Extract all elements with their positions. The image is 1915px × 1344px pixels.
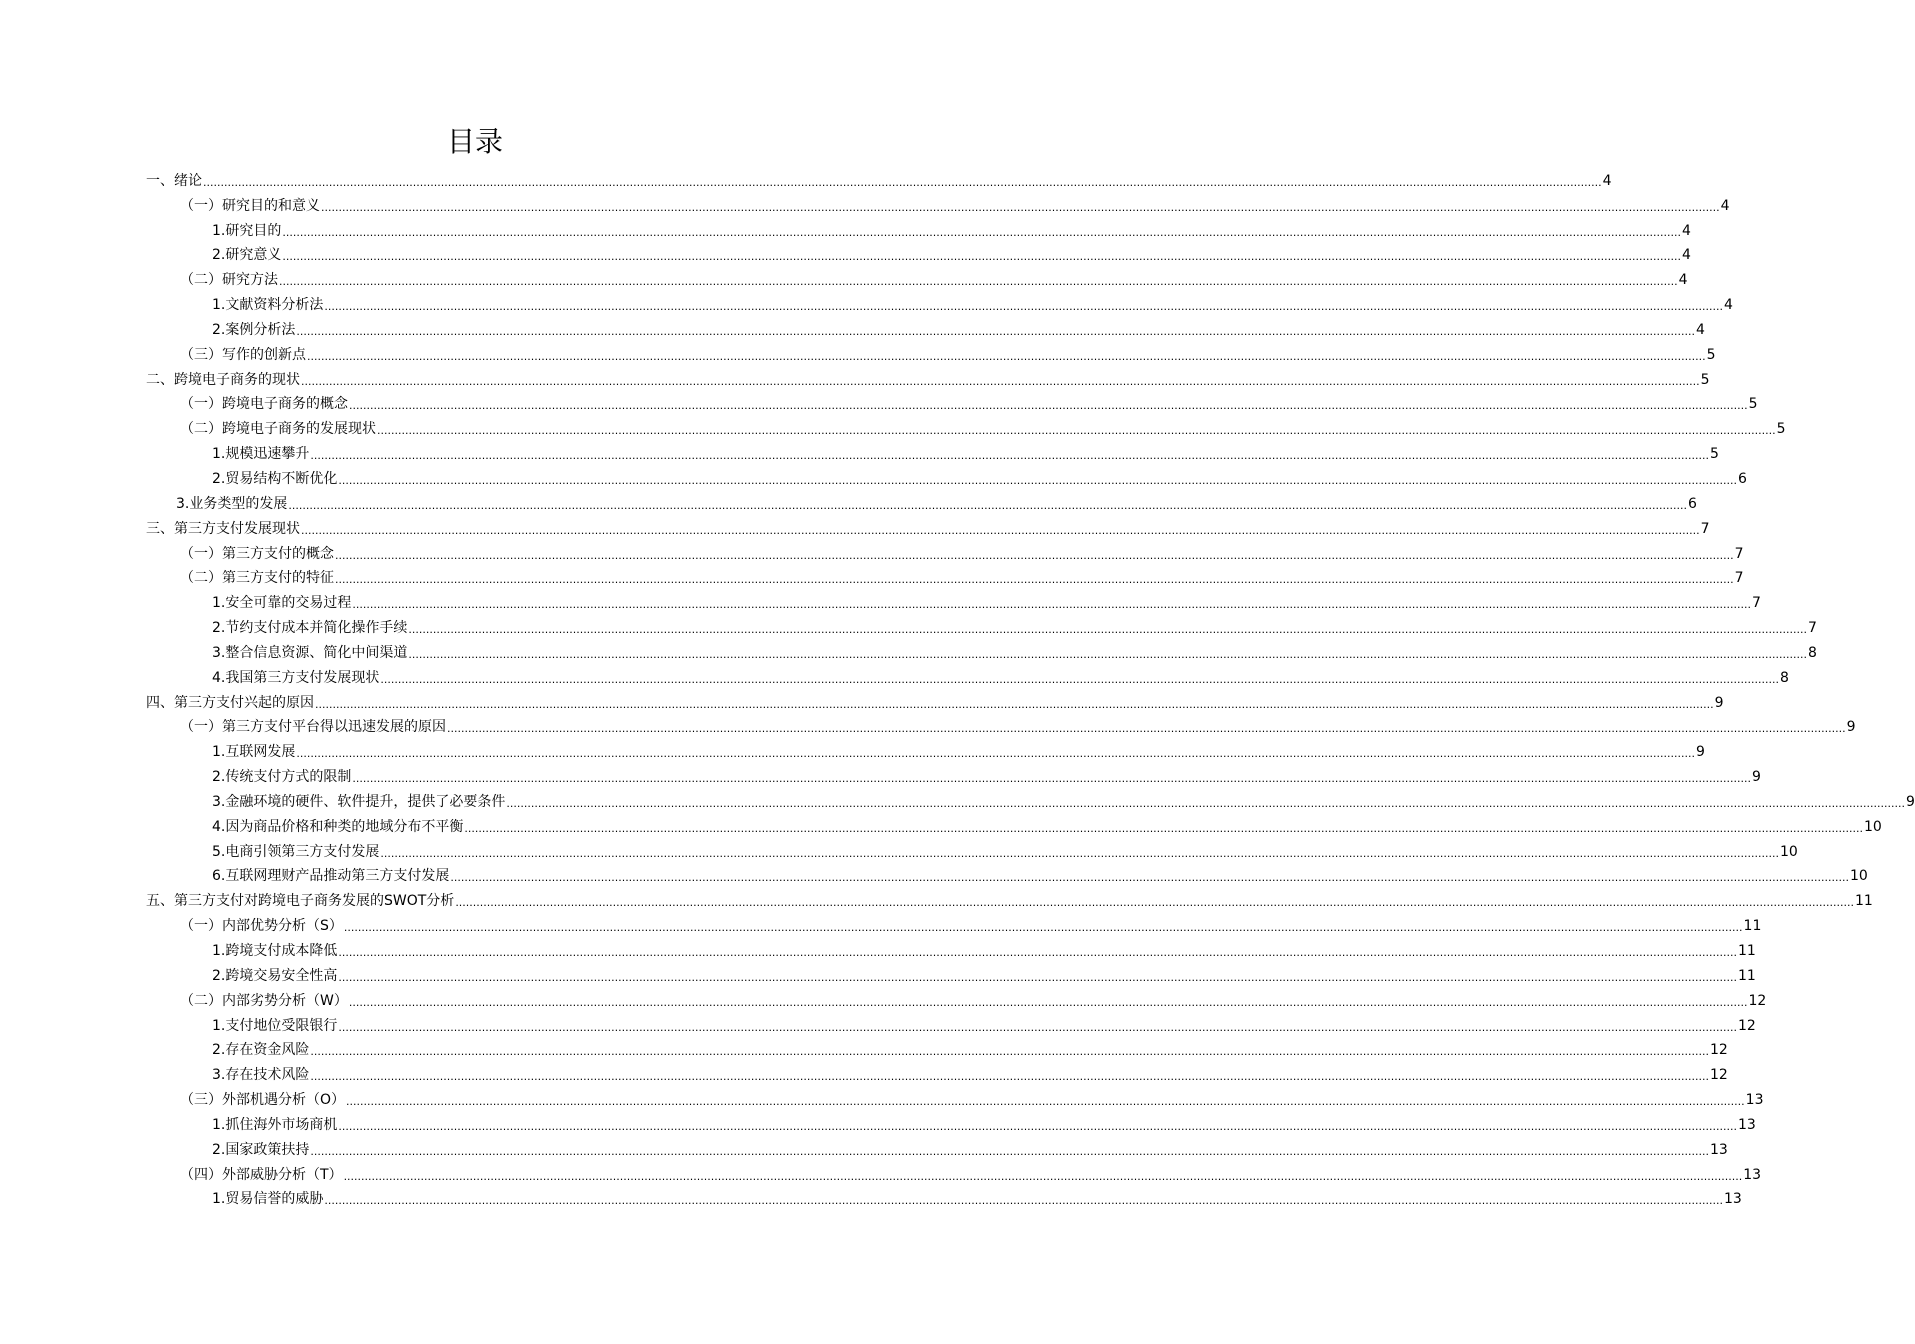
toc-entry-label: 2.传统支付方式的限制 <box>212 769 352 786</box>
toc-entry-page-number: 4 <box>1682 247 1691 264</box>
toc-entry-label: 1.安全可靠的交易过程 <box>212 595 352 612</box>
toc-entry[interactable] <box>0 1010 1756 1035</box>
toc-entry[interactable] <box>0 563 1744 588</box>
toc-entry[interactable] <box>0 190 1730 215</box>
dot-leader: ................................................................................................................................................................................................................................................................................................................................................................................................................ <box>335 573 1734 587</box>
toc-entry-label: （三）外部机遇分析（O） <box>180 1092 346 1109</box>
toc-entry-label: 2.节约支付成本并简化操作手续 <box>212 620 408 637</box>
toc-entry-page-number: 6 <box>1688 495 1697 512</box>
toc-entry[interactable] <box>0 1035 1728 1060</box>
toc-entry-page-number: 5 <box>1776 421 1786 438</box>
toc-entry-label: 2.国家政策扶持 <box>212 1141 310 1158</box>
toc-entry-page-number: 7 <box>1700 520 1710 537</box>
toc-entry[interactable] <box>0 935 1756 960</box>
toc-entry-page-number: 5 <box>1706 346 1716 363</box>
toc-entry[interactable] <box>0 264 1688 289</box>
toc-entry-label: 五、第三方支付对跨境电子商务发展的SWOT分析 <box>146 893 455 910</box>
dot-leader: ................................................................................................................................................................................................................................................................................................................................................................................................................ <box>338 946 1737 959</box>
toc-entry[interactable] <box>0 637 1817 662</box>
toc-entry[interactable] <box>0 687 1724 712</box>
toc-entry-label: 1.贸易信誉的威胁 <box>212 1191 324 1208</box>
toc-entry-page-number: 9 <box>1696 744 1705 761</box>
toc-entry-label: 1.抓住海外市场商机 <box>212 1116 338 1133</box>
toc-entry[interactable] <box>0 240 1691 265</box>
toc-entry-page-number: 4 <box>1720 197 1730 214</box>
toc-entry-page-number: 10 <box>1864 818 1882 835</box>
toc-entry-label: 1.支付地位受限银行 <box>212 1017 338 1034</box>
toc-entry-page-number: 13 <box>1745 1092 1764 1109</box>
toc-entry-label: 1.规模迅速攀升 <box>212 446 310 463</box>
dot-leader: ................................................................................................................................................................................................................................................................................................................................................................................................................ <box>310 1070 1709 1084</box>
toc-entry-page-number: 13 <box>1738 1116 1756 1133</box>
toc-entry[interactable] <box>0 761 1761 786</box>
toc-entry[interactable] <box>0 1059 1728 1084</box>
toc-entry-label: 3.整合信息资源、简化中间渠道 <box>212 644 408 661</box>
toc-entry[interactable] <box>0 736 1705 761</box>
toc-entry[interactable] <box>0 438 1719 463</box>
toc-entry[interactable] <box>0 836 1798 861</box>
dot-leader: ................................................................................................................................................................................................................................................................................................................................................................................................................ <box>380 672 1779 686</box>
table-of-contents <box>0 165 1915 1208</box>
toc-entry-label: （二）跨境电子商务的发展现状 <box>180 421 376 438</box>
toc-entry-label: 5.电商引领第三方支付发展 <box>212 843 380 860</box>
toc-entry-label: 3.存在技术风险 <box>212 1067 310 1084</box>
toc-entry-page-number: 13 <box>1710 1141 1728 1158</box>
toc-entry-label: （一）第三方支付的概念 <box>180 545 334 562</box>
toc-entry-page-number: 4 <box>1696 321 1705 338</box>
toc-entry-label: （四）外部威胁分析（T） <box>180 1166 343 1183</box>
dot-leader: ................................................................................................................................................................................................................................................................................................................................................................................................................ <box>349 399 1748 413</box>
dot-leader: ................................................................................................................................................................................................................................................................................................................................................................................................................ <box>338 1020 1737 1034</box>
toc-entry-label: 2.案例分析法 <box>212 321 296 338</box>
toc-entry-page-number: 4 <box>1724 297 1733 314</box>
dot-leader: ................................................................................................................................................................................................................................................................................................................................................................................................................ <box>464 821 1863 835</box>
dot-leader: ................................................................................................................................................................................................................................................................................................................................................................................................................ <box>346 1095 1745 1109</box>
toc-entry[interactable] <box>0 513 1710 538</box>
dot-leader: ................................................................................................................................................................................................................................................................................................................................................................................................................ <box>296 324 1695 338</box>
dot-leader: ................................................................................................................................................................................................................................................................................................................................................................................................................ <box>282 250 1681 264</box>
dot-leader: ................................................................................................................................................................................................................................................................................................................................................................................................................ <box>447 722 1846 736</box>
toc-entry[interactable] <box>0 1084 1764 1109</box>
toc-entry[interactable] <box>0 339 1716 364</box>
toc-entry-label: 1.跨境支付成本降低 <box>212 943 338 959</box>
toc-entry-label: 3.业务类型的发展 <box>176 495 288 512</box>
toc-entry[interactable] <box>0 1109 1756 1134</box>
dot-leader: ................................................................................................................................................................................................................................................................................................................................................................................................................ <box>343 921 1743 935</box>
toc-entry[interactable] <box>0 413 1786 438</box>
toc-entry[interactable] <box>0 861 1868 886</box>
dot-leader: ................................................................................................................................................................................................................................................................................................................................................................................................................ <box>335 548 1734 562</box>
dot-leader: ................................................................................................................................................................................................................................................................................................................................................................................................................ <box>377 424 1776 438</box>
toc-entry-page-number: 9 <box>1906 793 1915 810</box>
dot-leader: ................................................................................................................................................................................................................................................................................................................................................................................................................ <box>307 349 1706 363</box>
toc-entry-page-number: 10 <box>1850 868 1868 885</box>
dot-leader: ................................................................................................................................................................................................................................................................................................................................................................................................................ <box>380 846 1779 860</box>
toc-entry[interactable] <box>0 488 1697 513</box>
toc-entry[interactable] <box>0 587 1761 612</box>
dot-leader: ................................................................................................................................................................................................................................................................................................................................................................................................................ <box>506 796 1905 810</box>
toc-entry-page-number: 8 <box>1780 669 1789 686</box>
toc-entry[interactable] <box>0 910 1762 935</box>
dot-leader: ................................................................................................................................................................................................................................................................................................................................................................................................................ <box>315 697 1714 711</box>
toc-entry-label: 1.文献资料分析法 <box>212 297 324 314</box>
dot-leader: ................................................................................................................................................................................................................................................................................................................................................................................................................ <box>450 871 1849 885</box>
dot-leader: ................................................................................................................................................................................................................................................................................................................................................................................................................ <box>279 275 1678 289</box>
toc-entry[interactable] <box>0 985 1767 1010</box>
toc-entry-page-number: 10 <box>1780 843 1798 860</box>
toc-entry-page-number: 5 <box>1700 371 1710 388</box>
dot-leader: ................................................................................................................................................................................................................................................................................................................................................................................................................ <box>408 623 1807 637</box>
toc-entry-page-number: 11 <box>1743 918 1762 935</box>
toc-entry-label: 2.研究意义 <box>212 247 282 264</box>
dot-leader: ................................................................................................................................................................................................................................................................................................................................................................................................................ <box>310 1045 1709 1059</box>
dot-leader: ................................................................................................................................................................................................................................................................................................................................................................................................................ <box>338 970 1737 984</box>
toc-entry-label: （一）跨境电子商务的概念 <box>180 396 348 413</box>
toc-entry-page-number: 9 <box>1752 769 1761 786</box>
toc-entry[interactable] <box>0 885 1873 910</box>
toc-entry[interactable] <box>0 389 1758 414</box>
dot-leader: ................................................................................................................................................................................................................................................................................................................................................................................................................ <box>282 225 1681 239</box>
toc-entry[interactable] <box>0 662 1789 687</box>
dot-leader: ................................................................................................................................................................................................................................................................................................................................................................................................................ <box>408 647 1807 661</box>
toc-entry-label: 4.我国第三方支付发展现状 <box>212 669 380 686</box>
toc-entry-page-number: 4 <box>1682 222 1691 239</box>
toc-entry[interactable] <box>0 960 1756 985</box>
toc-entry[interactable] <box>0 811 1882 836</box>
dot-leader: ................................................................................................................................................................................................................................................................................................................................................................................................................ <box>310 1144 1709 1158</box>
dot-leader: ................................................................................................................................................................................................................................................................................................................................................................................................................ <box>203 175 1602 189</box>
toc-entry-label: （三）写作的创新点 <box>180 346 306 363</box>
toc-entry-page-number: 11 <box>1854 893 1873 910</box>
dot-leader: ................................................................................................................................................................................................................................................................................................................................................................................................................ <box>324 300 1723 314</box>
toc-entry[interactable] <box>0 786 1915 811</box>
toc-entry-page-number: 4 <box>1678 272 1688 289</box>
toc-entry-label: 2.存在资金风险 <box>212 1042 310 1059</box>
dot-leader: ................................................................................................................................................................................................................................................................................................................................................................................................................ <box>348 995 1748 1009</box>
toc-entry-page-number: 9 <box>1846 719 1856 736</box>
toc-entry-page-number: 11 <box>1738 943 1756 959</box>
dot-leader: ................................................................................................................................................................................................................................................................................................................................................................................................................ <box>321 200 1720 214</box>
dot-leader: ................................................................................................................................................................................................................................................................................................................................................................................................................ <box>296 747 1695 761</box>
dot-leader: ................................................................................................................................................................................................................................................................................................................................................................................................................ <box>338 1119 1737 1133</box>
dot-leader: ................................................................................................................................................................................................................................................................................................................................................................................................................ <box>301 374 1700 388</box>
toc-entry[interactable] <box>0 1159 1762 1184</box>
toc-entry-page-number: 8 <box>1808 644 1817 661</box>
toc-entry[interactable] <box>0 712 1856 737</box>
toc-entry-page-number: 12 <box>1710 1042 1728 1059</box>
toc-entry-label: 1.互联网发展 <box>212 744 296 761</box>
toc-entry-page-number: 5 <box>1748 396 1758 413</box>
dot-leader: ................................................................................................................................................................................................................................................................................................................................................................................................................ <box>352 598 1751 612</box>
toc-entry[interactable] <box>0 463 1747 488</box>
toc-entry-label: 3.金融环境的硬件、软件提升，提供了必要条件 <box>212 793 506 810</box>
toc-entry-page-number: 7 <box>1808 620 1817 637</box>
toc-entry-label: （一）研究目的和意义 <box>180 197 320 214</box>
toc-entry-label: 1.研究目的 <box>212 222 282 239</box>
toc-entry-page-number: 5 <box>1710 446 1719 463</box>
toc-entry-page-number: 7 <box>1734 545 1744 562</box>
toc-entry-page-number: 12 <box>1748 992 1767 1009</box>
toc-entry[interactable] <box>0 538 1744 563</box>
toc-entry-label: 四、第三方支付兴起的原因 <box>146 694 314 711</box>
toc-entry-page-number: 12 <box>1738 1017 1756 1034</box>
dot-leader: ................................................................................................................................................................................................................................................................................................................................................................................................................ <box>455 896 1854 910</box>
toc-entry-page-number: 13 <box>1724 1191 1742 1208</box>
dot-leader: ................................................................................................................................................................................................................................................................................................................................................................................................................ <box>288 498 1687 512</box>
toc-entry-page-number: 7 <box>1752 595 1761 612</box>
toc-entry-label: 一、绪论 <box>146 172 202 189</box>
toc-entry-label: 2.贸易结构不断优化 <box>212 470 338 487</box>
dot-leader: ................................................................................................................................................................................................................................................................................................................................................................................................................ <box>301 523 1700 537</box>
toc-entry[interactable] <box>0 1184 1742 1209</box>
dot-leader: ................................................................................................................................................................................................................................................................................................................................................................................................................ <box>343 1169 1743 1183</box>
toc-entry-page-number: 6 <box>1738 470 1747 487</box>
toc-entry-label: （一）内部优势分析（S） <box>180 918 343 935</box>
dot-leader: ................................................................................................................................................................................................................................................................................................................................................................................................................ <box>352 772 1751 786</box>
toc-entry-page-number: 4 <box>1602 172 1612 189</box>
toc-entry-label: （二）研究方法 <box>180 272 278 289</box>
toc-entry[interactable] <box>0 612 1817 637</box>
toc-entry-label: 二、跨境电子商务的现状 <box>146 371 300 388</box>
toc-entry-page-number: 13 <box>1743 1166 1762 1183</box>
dot-leader: ................................................................................................................................................................................................................................................................................................................................................................................................................ <box>338 473 1737 487</box>
toc-entry-label: 4.因为商品价格和种类的地域分布不平衡 <box>212 818 464 835</box>
toc-entry-label: 三、第三方支付发展现状 <box>146 520 300 537</box>
dot-leader: ................................................................................................................................................................................................................................................................................................................................................................................................................ <box>310 449 1709 463</box>
toc-entry[interactable] <box>0 215 1691 240</box>
toc-entry[interactable] <box>0 165 1612 190</box>
toc-entry-label: 6.互联网理财产品推动第三方支付发展 <box>212 868 450 885</box>
toc-entry-page-number: 9 <box>1714 694 1724 711</box>
toc-entry[interactable] <box>0 364 1710 389</box>
toc-entry-page-number: 7 <box>1734 570 1744 587</box>
toc-entry-label: 2.跨境交易安全性高 <box>212 967 338 984</box>
dot-leader: ................................................................................................................................................................................................................................................................................................................................................................................................................ <box>324 1194 1723 1208</box>
toc-entry[interactable] <box>0 289 1733 314</box>
toc-entry-label: （二）内部劣势分析（W） <box>180 992 348 1009</box>
toc-entry-page-number: 12 <box>1710 1067 1728 1084</box>
toc-entry-label: （一）第三方支付平台得以迅速发展的原因 <box>180 719 446 736</box>
toc-entry[interactable] <box>0 314 1705 339</box>
toc-entry[interactable] <box>0 1134 1728 1159</box>
toc-title: 目录 <box>446 125 503 158</box>
toc-entry-page-number: 11 <box>1738 967 1756 984</box>
toc-entry-label: （二）第三方支付的特征 <box>180 570 334 587</box>
